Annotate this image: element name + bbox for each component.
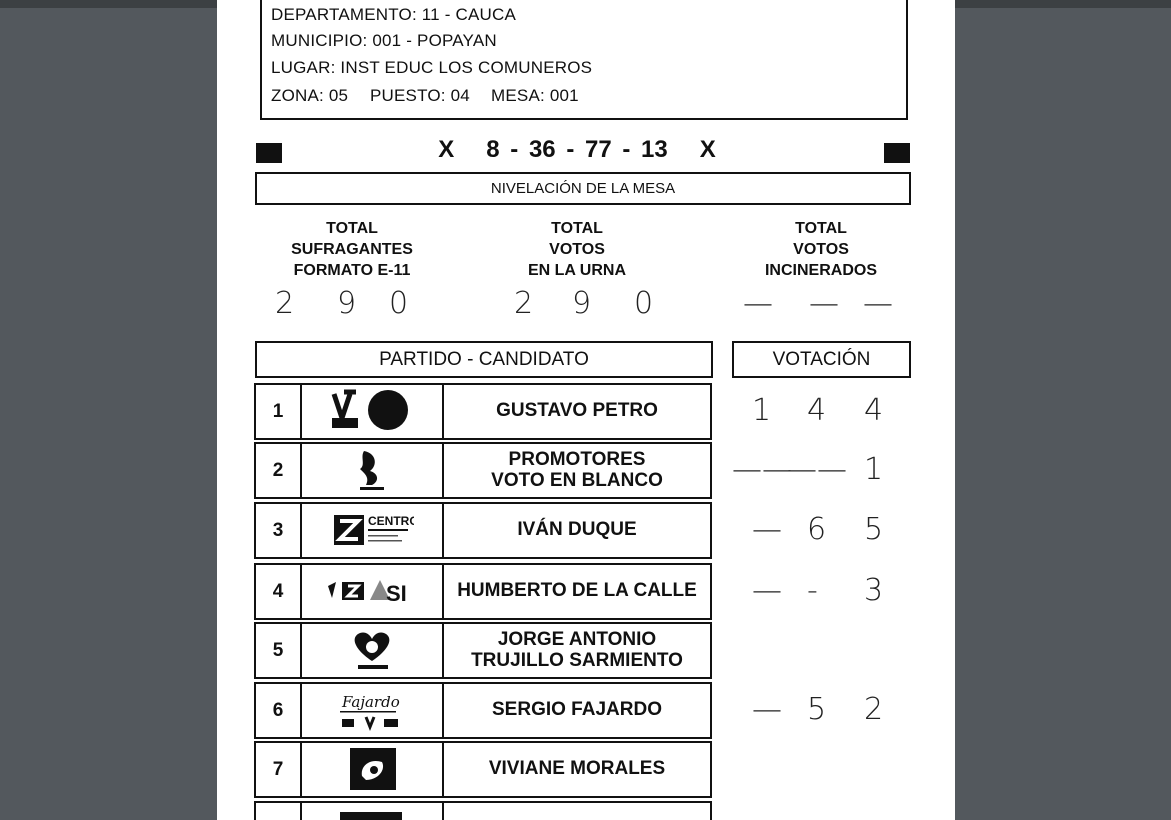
votacion-header: VOTACIÓN <box>732 341 911 378</box>
party-logo-icon <box>330 388 414 439</box>
incinerados-digit-1: — <box>743 286 773 321</box>
candidate-name <box>442 629 712 671</box>
row-number: 7 <box>272 759 284 780</box>
fajardo-logo-text: Fajardo <box>342 693 400 711</box>
candidate-name <box>442 400 712 421</box>
vote-digit-1: — <box>752 573 782 608</box>
si-logo-text: SI <box>386 581 407 606</box>
urna-digit-2: 9 <box>572 286 592 321</box>
vote-digit-3: 1 <box>864 452 884 487</box>
candidate-name-line-2: TRUJILLO SARMIENTO <box>471 650 683 671</box>
vote-digit-3: 2 <box>864 692 884 727</box>
total-sufragantes-heading: TOTAL SUFRAGANTES FORMATO E-11 <box>291 220 413 279</box>
party-logo-icon <box>330 687 414 738</box>
candidate-name-line-1: SERGIO FAJARDO <box>492 699 662 720</box>
vote-digit-2: - <box>807 573 818 608</box>
vote-digit-2: 4 <box>807 393 827 428</box>
vote-digit-2: 6 <box>807 512 827 547</box>
vote-digit-2: 5 <box>807 692 827 727</box>
sufragantes-digit-1: 2 <box>275 286 295 321</box>
candidate-name <box>442 699 712 720</box>
row-number: 6 <box>272 700 284 721</box>
party-logo-icon <box>330 806 414 820</box>
party-logo-icon <box>330 746 414 797</box>
candidate-name-line-1: JORGE ANTONIO <box>497 629 657 650</box>
departamento-line: DEPARTAMENTO: 11 - CAUCA <box>271 5 517 24</box>
zona-label: ZONA: 05 <box>271 86 349 105</box>
candidate-name <box>442 449 712 491</box>
incinerados-digit-3: — <box>863 286 893 321</box>
vote-digit-3: 5 <box>864 512 884 547</box>
party-logo-icon <box>330 507 414 558</box>
nivelacion-title: NIVELACIÓN DE LA MESA <box>255 172 911 205</box>
urna-digit-1: 2 <box>514 286 534 321</box>
total-votos-incinerados-heading: TOTAL VOTOS INCINERADOS <box>764 220 877 279</box>
candidate-name-line-1: IVÁN DUQUE <box>517 519 637 540</box>
registration-mark-left <box>256 143 282 163</box>
party-logo-icon <box>330 447 414 498</box>
row-number: 3 <box>272 520 284 541</box>
partido-candidato-header: PARTIDO - CANDIDATO <box>255 341 713 378</box>
row-number: 4 <box>272 581 284 602</box>
row-number: 2 <box>272 460 284 481</box>
vote-digit-2: —— <box>787 452 847 487</box>
candidate-name-cell <box>442 801 712 820</box>
incinerados-digit-2: — <box>809 286 839 321</box>
centro-logo-text: CENTRO <box>368 514 414 528</box>
row-number-cell <box>254 801 302 820</box>
sufragantes-digit-3: 0 <box>389 286 409 321</box>
vote-digit-1: — <box>752 692 782 727</box>
party-logo-icon <box>322 568 418 619</box>
candidate-name <box>442 758 712 779</box>
row-number: 5 <box>272 640 284 661</box>
vote-digit-1: — <box>752 512 782 547</box>
sufragantes-digit-2: 9 <box>337 286 357 321</box>
municipio-line: MUNICIPIO: 001 - POPAYAN <box>271 31 497 50</box>
puesto-label: PUESTO: 04 <box>370 86 470 105</box>
party-logo-icon <box>330 627 414 678</box>
vote-digit-1: —— <box>732 452 792 487</box>
document-page <box>217 0 955 820</box>
registration-mark-right <box>884 143 910 163</box>
candidate-name <box>442 519 712 540</box>
candidate-name-line-1: VIVIANE MORALES <box>488 758 666 779</box>
vote-digit-3: 3 <box>864 573 884 608</box>
mesa-label: MESA: 001 <box>491 86 579 105</box>
urna-digit-3: 0 <box>634 286 654 321</box>
row-number: 1 <box>272 401 284 422</box>
form-code: X 8 - 36 - 77 - 13 X <box>438 136 716 163</box>
candidate-name-line-1: PROMOTORES <box>508 449 646 470</box>
total-votos-urna-heading: TOTAL VOTOS EN LA URNA <box>527 220 627 279</box>
candidate-name-line-2: VOTO EN BLANCO <box>491 470 663 491</box>
candidate-name-line-1: GUSTAVO PETRO <box>496 400 658 421</box>
lugar-line: LUGAR: INST EDUC LOS COMUNEROS <box>271 58 593 77</box>
vote-digit-1: 1 <box>752 393 772 428</box>
candidate-name <box>442 580 712 601</box>
vote-digit-3: 4 <box>864 393 884 428</box>
candidate-name-line-1: HUMBERTO DE LA CALLE <box>457 580 697 601</box>
